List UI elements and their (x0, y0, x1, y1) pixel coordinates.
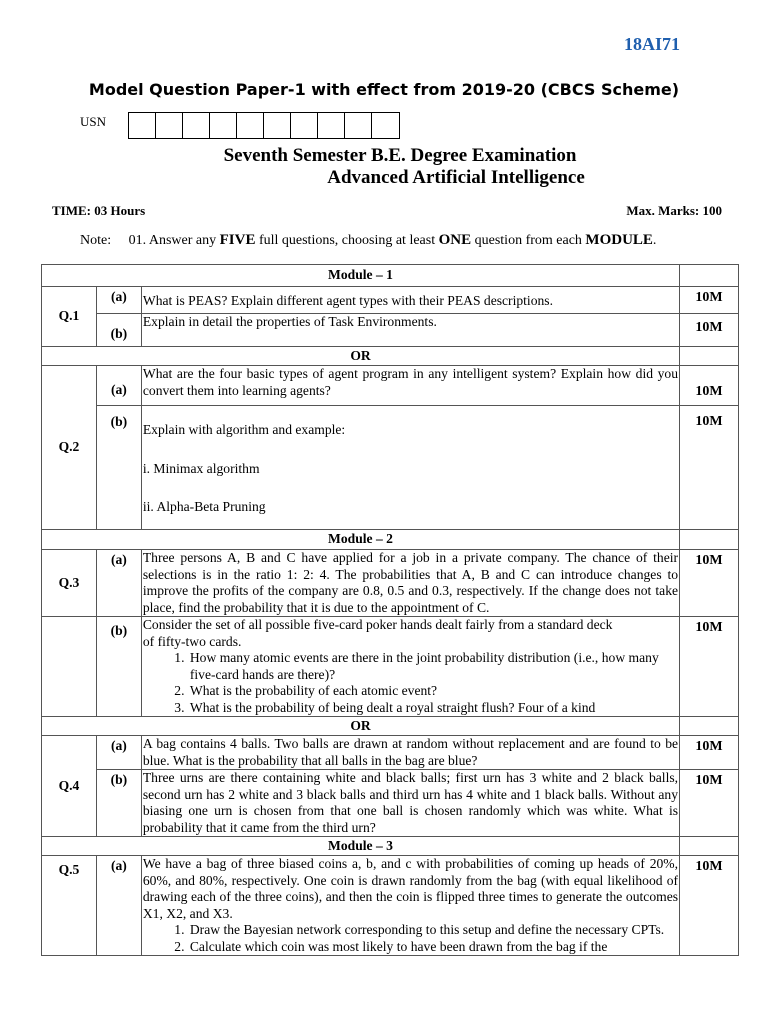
or-divider: OR (42, 717, 680, 736)
usn-box (183, 113, 210, 138)
or-row (42, 347, 739, 366)
question-number: Q.3 (42, 550, 97, 617)
sub-question: 2. Calculate which coin was most likely to have been drawn from the bag if the (188, 939, 678, 956)
question-text: Three persons A, B and C have applied for a job in a private company. The chance of their selections is in the ratio 1: 2: 4. The probabilities that A, B and C can introduce changes to improve the profits of the company are 0.8, 0.5 and 0.3, respectively. If the change does not take place, find the probability that it is due to the appointment of C. (142, 550, 679, 615)
marks: 10M (680, 406, 739, 530)
question-text (141, 856, 679, 956)
question-text: What is PEAS? Explain different agent types with their PEAS descriptions. (141, 287, 679, 314)
sub-question: 1. How many atomic events are there in the joint probability distribution (i.e., how many five-card hands are there)? (188, 650, 678, 683)
module-row (42, 530, 739, 550)
note-one: ONE (438, 232, 472, 248)
note-five: FIVE (219, 232, 256, 248)
usn-box (345, 113, 372, 138)
question-row (42, 617, 739, 717)
part-label: (a) (96, 550, 141, 617)
note-number: 01. Answer any (128, 233, 217, 248)
or-divider: OR (42, 347, 680, 366)
part-label: (a) (96, 287, 141, 314)
question-row (42, 856, 739, 956)
or-row (42, 717, 739, 736)
usn-box (318, 113, 345, 138)
marks: 10M (680, 770, 739, 837)
question-text: Explain in detail the properties of Task Environments. (141, 314, 679, 347)
module-2-header: Module – 2 (42, 530, 680, 550)
usn-box (156, 113, 183, 138)
question-line: ii. Alpha-Beta Pruning (142, 499, 266, 514)
module-row (42, 265, 739, 287)
question-paragraph: We have a bag of three biased coins a, b, and c with probabilities of coming up heads of 20%, 60%, and 80%, respectively. One coin is drawn randomly from the bag (with equal likelihood of drawing each of the three coins), and then the coin is flipped three times to generate the outcomes X1, X2, and X3. (142, 856, 679, 921)
sub-question-list (143, 650, 678, 716)
sub-question: 1. Draw the Bayesian network corresponding to this setup and define the necessary CPTs. (188, 922, 678, 939)
subject-title: Advanced Artificial Intelligence (327, 167, 585, 188)
note-module: MODULE (585, 232, 653, 248)
paper-title: Model Question Paper-1 with effect from 2019-20 (CBCS Scheme) (88, 80, 680, 99)
marks: 10M (680, 550, 739, 617)
marks: 10M (680, 314, 739, 347)
course-code: 18AI71 (623, 34, 680, 54)
question-line: Explain with algorithm and example: (142, 422, 346, 437)
marks: 10M (680, 617, 739, 717)
question-text (141, 617, 679, 717)
question-row (42, 366, 739, 406)
marks: 10M (680, 366, 739, 406)
usn-box (372, 113, 399, 138)
question-text: A bag contains 4 balls. Two balls are drawn at random without replacement and are found to be blue. What is the probability that all balls in the bag are blue? (142, 736, 679, 768)
module-1-header: Module – 1 (42, 265, 680, 287)
exam-time: TIME: 03 Hours (52, 203, 146, 218)
question-text (141, 406, 679, 530)
sub-question: 2. What is the probability of each atomic event? (188, 683, 678, 700)
question-table (41, 264, 739, 956)
usn-boxes (128, 112, 400, 139)
question-row (42, 314, 739, 347)
usn-label: USN (80, 114, 107, 129)
part-label: (b) (96, 617, 141, 717)
question-row (42, 550, 739, 617)
marks: 10M (680, 287, 739, 314)
usn-box (210, 113, 237, 138)
usn-box (237, 113, 264, 138)
part-label: (b) (96, 314, 141, 347)
note-middle: full questions, choosing at least (258, 233, 436, 248)
usn-box (264, 113, 291, 138)
question-row (42, 770, 739, 837)
note-middle-2: question from each (474, 233, 582, 248)
part-label: (b) (96, 406, 141, 530)
module-row (42, 837, 739, 856)
part-label: (a) (96, 856, 141, 956)
sub-question: 3. What is the probability of being dealt a royal straight flush? Four of a kind (188, 700, 678, 717)
question-number: Q.2 (42, 366, 97, 530)
question-row (42, 287, 739, 314)
part-label: (a) (96, 736, 141, 770)
marks: 10M (680, 736, 739, 770)
max-marks: Max. Marks: 100 (626, 203, 722, 218)
marks: 10M (680, 856, 739, 956)
part-label: (a) (96, 366, 141, 406)
sub-question-list (143, 922, 678, 955)
question-line: Consider the set of all possible five-card poker hands dealt fairly from a standard deck (142, 617, 613, 632)
usn-box (129, 113, 156, 138)
instructions-note (80, 232, 656, 249)
exam-title: Seventh Semester B.E. Degree Examination (223, 145, 577, 166)
question-text: Three urns are there containing white and black balls; first urn has 3 white and 2 black balls, second urn has 2 white and 3 black balls and third urn has 4 white and 1 black balls. Without any biasing one urn is chosen from that one ball is chosen randomly which was white. What is probability that it came from the third urn? (142, 770, 679, 835)
question-line: i. Minimax algorithm (142, 460, 260, 476)
question-number: Q.4 (42, 736, 97, 837)
note-label: Note: (80, 233, 112, 248)
usn-box (291, 113, 318, 138)
module-3-header: Module – 3 (42, 837, 680, 856)
question-number: Q.5 (42, 856, 97, 956)
question-number: Q.1 (42, 287, 97, 347)
note-end: . (652, 233, 657, 248)
question-row (42, 736, 739, 770)
question-line: of fifty-two cards. (142, 633, 242, 649)
question-text: What are the four basic types of agent program in any intelligent system? Explain how did you convert them into learning agents? (141, 366, 679, 406)
part-label: (b) (96, 770, 141, 837)
question-row (42, 406, 739, 530)
